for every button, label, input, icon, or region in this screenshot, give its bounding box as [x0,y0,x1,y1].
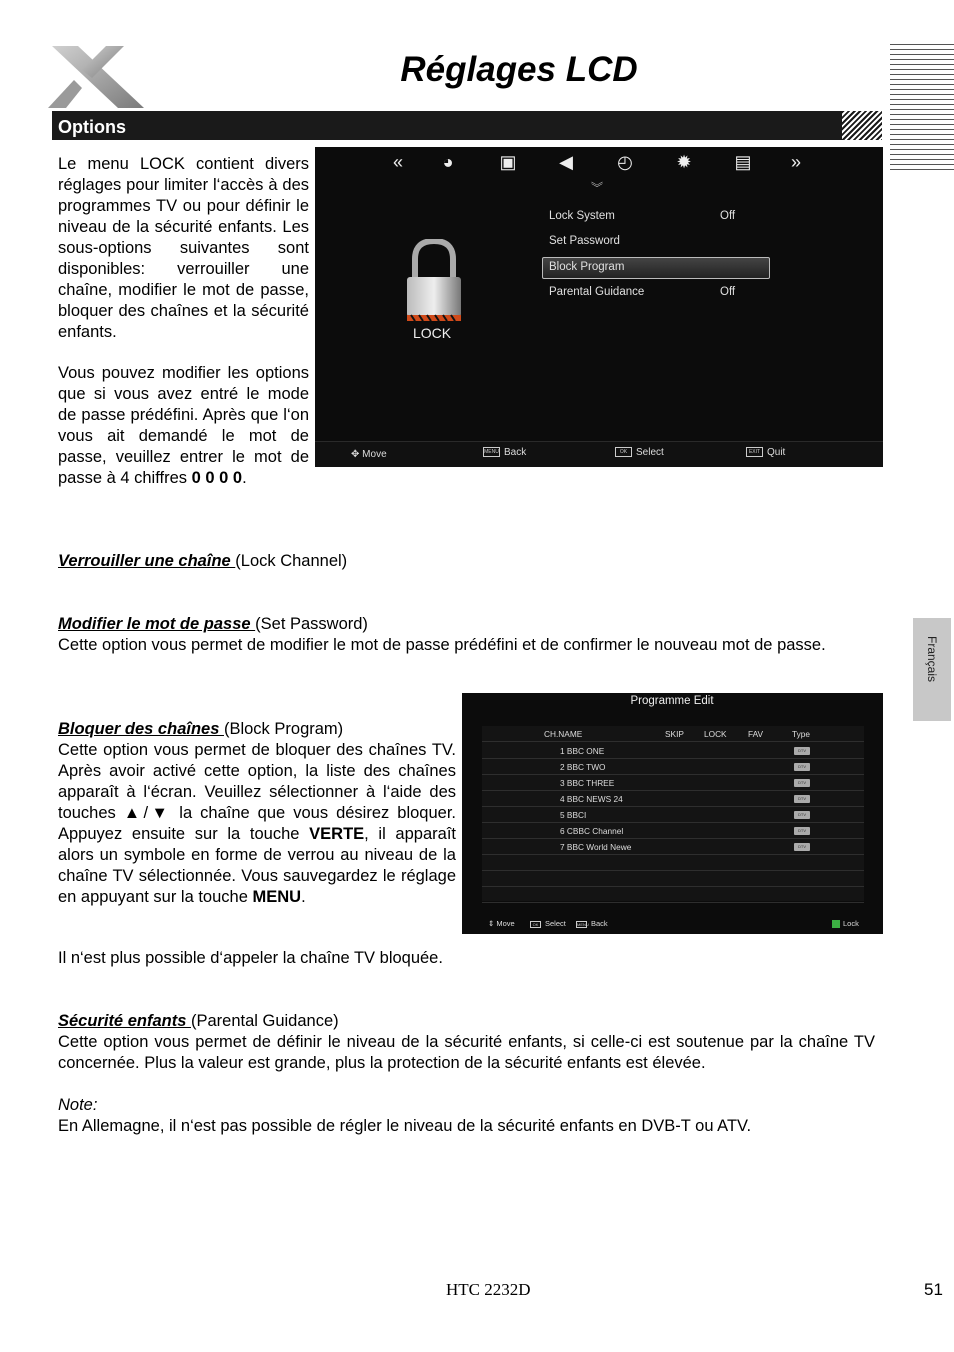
page-number: 51 [924,1280,943,1299]
table-row[interactable]: 2 BBC TWO DTV [482,759,864,775]
picture-icon: ▣ [499,152,517,172]
gear-icon: ✹ [676,152,692,172]
menu-value-lock-system: Off [720,210,736,222]
footer-select: OK Select [530,919,566,928]
table-row[interactable]: 7 BBC World Newe DTV [482,839,864,855]
menu-item-lock-system[interactable]: Lock System [549,210,615,222]
default-code: 0 0 0 0 [191,469,243,487]
lock-menu-screenshot [315,147,883,467]
decor-stripes [890,44,954,172]
parental-heading: Sécurité enfants [58,1012,191,1030]
channel-table [482,726,864,901]
dtv-badge: DTV [794,827,810,835]
note-section [58,1095,878,1137]
satellite-icon: ◕ [442,152,454,172]
menu-item-parental-guidance[interactable]: Parental Guidance [549,286,645,298]
footer-lock: Lock [832,919,859,928]
ok-key-icon: OK [530,921,541,928]
chevron-left-icon: « [392,152,403,172]
chevron-right-icon: » [790,152,801,172]
lock-icon: ▤ [734,152,752,172]
model-name: HTC 2232D [446,1280,531,1299]
table-row[interactable]: 5 BBCI DTV [482,807,864,823]
language-tab: Français [913,618,951,721]
dtv-badge: DTV [794,795,810,803]
menu-key-icon: MENU [484,449,499,456]
page-title: Réglages LCD [400,50,638,89]
green-square-icon [832,920,840,928]
parental-body: Cette option vous permet de définir le niveau de la sécurité enfants, si celle-ci est soutenue par la chaîne TV concernée. Plus la valeur est grande, plus la protection de la sécurité enfants est élevée. [58,1033,875,1072]
menu-value-parental-guidance: Off [720,286,736,298]
programme-footer [462,914,883,934]
chevron-down-icon: ︾ [590,181,603,195]
intro-paragraph-2 [58,363,309,489]
lock-channel-heading: Verrouiller une chaîne (Lock Channel) [58,552,348,570]
intro-paragraph-1: Le menu LOCK contient divers réglages pour limiter l‘accès à des programmes TV ou pour définir le niveau de la sécurité enfants. Les sous-options suivantes sont disponibles: verrouiller une chaîne, modifier le mot de passe, bloquer des chaînes et la sécurité enfants. [58,155,309,341]
padlock-icon [405,239,463,329]
clock-icon: ◴ [617,152,633,172]
menu-key-icon: MENU [577,921,589,927]
table-header: CH.NAME SKIP LOCK FAV Type [482,726,864,742]
table-row-empty [482,871,864,887]
block-program-section: Bloquer des chaînes (Block Program) Cette option vous permet de bloquer des chaînes TV. Après avoir activé cette option, la liste des chaînes apparaît à l‘écran. Veuillez sélectionner à l‘aide des touches ▲/▼ la chaîne que vous désirez bloquer. Appuyez ensuite sur la touche VERTE, il apparaît alors un symbole en forme de verrou au niveau de la chaîne TV sélectionnée. Vous sauvegardez le réglage en appuyant sur la touche MENU. [58,720,456,906]
block-program-note: Il n‘est plus possible d‘appeler la chaîne TV bloquée. [58,949,443,967]
footer-quit: EXIT Quit [746,447,785,458]
table-row-empty [482,887,864,903]
menu-key-label: MENU [252,888,302,906]
intro-p2-text: Vous pouvez modifier les options que si vous avez entré le mode de passe prédéfini. Après que l‘on vous ait demandé le mot de passe, veuillez entrer le mot de passe à 4 chiffres [58,364,309,487]
dtv-badge: DTV [794,763,810,771]
programme-edit-screenshot [462,693,883,934]
dtv-badge: DTV [794,811,810,819]
table-row[interactable]: 1 BBC ONE DTV [482,743,864,759]
dtv-badge: DTV [794,843,810,851]
bar-hatch [842,111,882,140]
set-password-body: Cette option vous permet de modifier le mot de passe prédéfini et de confirmer le nouveau mot de passe. [58,636,826,654]
section-title: Options [58,117,126,137]
menu-footer [315,441,883,467]
table-row[interactable]: 6 CBBC Channel DTV [482,823,864,839]
menu-item-block-program[interactable]: Block Program [549,261,625,273]
note-label: Note: [58,1096,98,1114]
exit-key-icon: EXIT [746,447,763,457]
block-program-heading: Bloquer des chaînes [58,720,224,738]
footer-select: OK Select [615,447,664,458]
table-row-empty [482,855,864,871]
dpad-icon: ✥ [351,449,360,460]
menu-item-set-password[interactable]: Set Password [549,235,620,247]
set-password-section: Modifier le mot de passe (Set Password) Cette option vous permet de modifier le mot de passe prédéfini et de confirmer le nouveau mot de passe. [58,615,826,654]
intro-p2-end: . [242,469,247,487]
note-body: En Allemagne, il n‘est pas possible de régler le niveau de la sécurité enfants en DVB-T ou ATV. [58,1117,752,1135]
programme-edit-title: Programme Edit [630,695,714,707]
table-row[interactable]: 4 BBC NEWS 24 DTV [482,791,864,807]
lock-label: LOCK [413,325,452,341]
footer-move: ✥ Move [351,449,387,460]
set-password-heading: Modifier le mot de passe [58,615,256,633]
footer-back: MENU Back [484,447,527,458]
footer-move: ⇕ Move [488,919,515,928]
green-key-label: VERTE [309,825,365,843]
ok-key-icon: OK [615,447,632,457]
table-row[interactable]: 3 BBC THREE DTV [482,775,864,791]
footer-back: MENU Back [577,919,608,928]
parental-section: Sécurité enfants (Parental Guidance) Cette option vous permet de définir le niveau de la sécurité enfants, si celle-ci est soutenue par la chaîne TV concernée. Plus la valeur est grande, plus la protection de la sécurité enfants est élevée. [58,1012,875,1072]
dtv-badge: DTV [794,747,810,755]
dtv-badge: DTV [794,779,810,787]
section-bar [52,111,882,140]
sound-icon: ◀ [559,152,573,172]
